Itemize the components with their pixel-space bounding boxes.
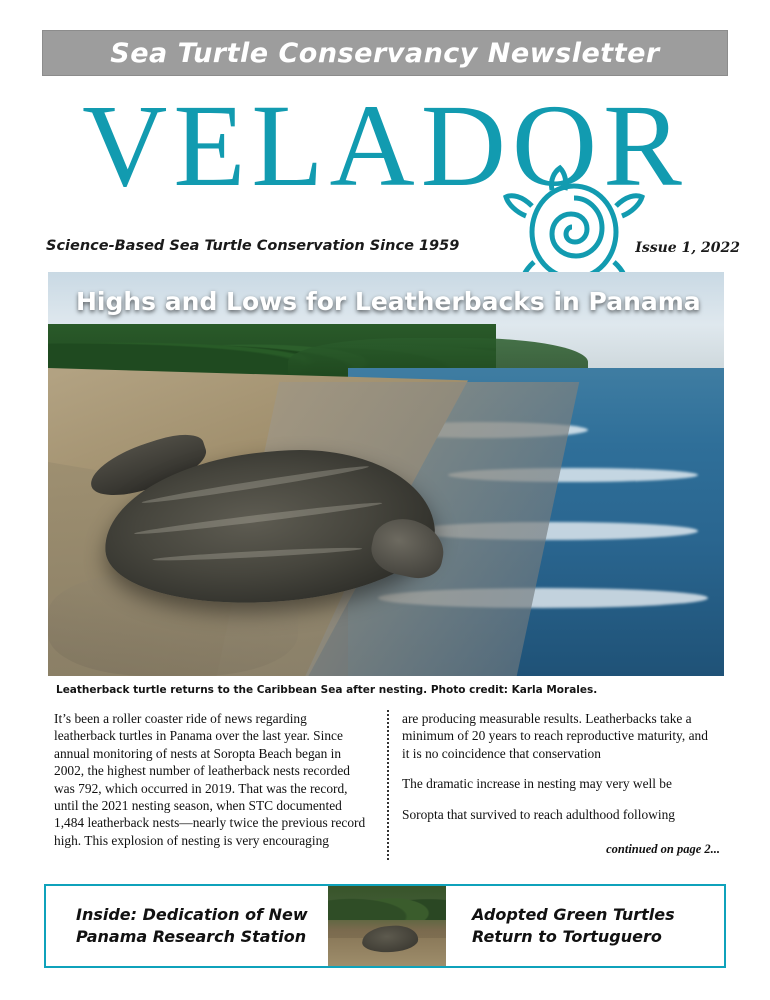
- teaser-photo-treeline: [328, 886, 446, 920]
- hero-headline: Highs and Lows for Leatherbacks in Panama: [76, 287, 701, 316]
- inside-teaser-box: [44, 884, 726, 968]
- inside-teaser-photo: [328, 886, 446, 966]
- photo-carapace-ridge: [134, 500, 383, 537]
- photo-carapace-ridge: [152, 546, 362, 563]
- issue-label: Issue 1, 2022: [635, 240, 740, 256]
- hero-photo: [48, 272, 724, 676]
- banner-title: Sea Turtle Conservancy Newsletter: [110, 37, 660, 69]
- inside-teaser-right[interactable]: Adopted Green Turtles Return to Tortuguero: [472, 905, 675, 946]
- article-paragraph: Soropta that survived to reach adulthood following: [402, 806, 675, 822]
- article-paragraph: are producing measurable results. Leatherbacks take a minimum of 20 years to reach reproductive maturity, and it is no coincidence that conservation: [402, 711, 708, 761]
- newsletter-banner: [42, 30, 728, 76]
- article-paragraph: It’s been a roller coaster ride of news regarding leatherback turtles in Panama over the last year. Since annual monitoring of nests at Soropta Beach began in 2002, the highest number of leatherback nests recorded was 792, which occurred in 2019. That was the record, until the 2021 nesting season, when STC documented 1,484 leatherback nests—nearly twice the previous record high. This explosion of nesting is very encouraging: [54, 711, 366, 848]
- article-body: [54, 710, 720, 870]
- column-divider: [387, 710, 389, 860]
- continued-label: continued on page 2...: [606, 842, 720, 856]
- logo-wordmark: VELADOR: [82, 80, 688, 211]
- masthead-tagline: Science-Based Sea Turtle Conservation Since 1959: [46, 238, 460, 254]
- article-column-left: [54, 710, 366, 862]
- photo-caption: Leatherback turtle returns to the Caribbean Sea after nesting. Photo credit: Karla Morales.: [56, 684, 598, 696]
- masthead-logo: [20, 82, 750, 222]
- article-column-right: [402, 710, 714, 836]
- article-paragraph: The dramatic increase in nesting may very well be: [402, 776, 672, 792]
- inside-teaser-left[interactable]: Inside: Dedication of New Panama Research Station: [76, 905, 308, 946]
